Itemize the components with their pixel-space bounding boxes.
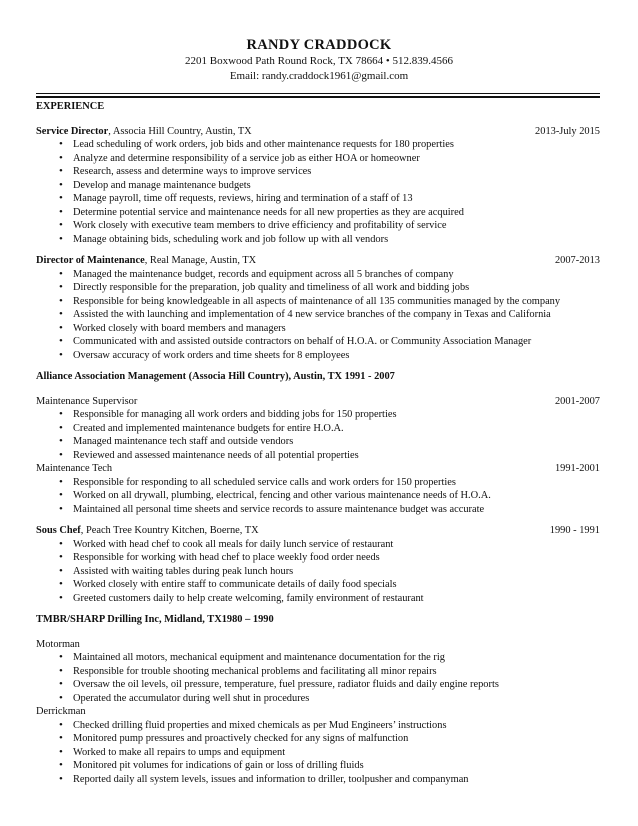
list-item: • Assisted with waiting tables during peak lunch hours (36, 565, 600, 579)
job-sous-chef (36, 524, 600, 538)
list-item: • Analyze and determine responsibility of a service job as either HOA or homeowner (36, 152, 600, 166)
job-org: , Associa Hill Country, Austin, TX (108, 125, 252, 137)
bullet-list (36, 719, 600, 787)
job-derrickman (36, 705, 600, 719)
list-item: • Develop and manage maintenance budgets (36, 179, 600, 193)
list-item: • Reported daily all system levels, issues and information to driller, toolpusher and companyman (36, 773, 600, 787)
list-item: • Oversaw the oil levels, oil pressure, temperature, fuel pressure, radiator fluids and daily engine reports (36, 678, 600, 692)
list-item: • Responsible for being knowledgeable in all aspects of maintenance of all 135 communities managed by the company (36, 295, 600, 309)
list-item: • Created and implemented maintenance budgets for entire H.O.A. (36, 422, 600, 436)
list-item: • Checked drilling fluid properties and mixed chemicals as per Mud Engineers’ instructions (36, 719, 600, 733)
list-item: • Maintained all motors, mechanical equipment and maintenance documentation for the rig (36, 651, 600, 665)
list-item: • Manage payroll, time off requests, reviews, hiring and termination of a staff of 13 (36, 192, 600, 206)
job-title: Maintenance Supervisor (36, 395, 138, 407)
list-item: • Maintained all personal time sheets and service records to assure maintenance budget was accurate (36, 503, 600, 517)
list-item: • Monitored pit volumes for indications of gain or loss of drilling fluids (36, 759, 600, 773)
list-item: • Responsible for managing all work orders and bidding jobs for 150 properties (36, 408, 600, 422)
bullet-list (36, 138, 600, 246)
job-title-line (36, 524, 259, 538)
address-phone-line: 2201 Boxwood Path Round Rock, TX 78664 • 512.839.4566 (185, 55, 453, 67)
resume-header (0, 36, 638, 84)
list-item: • Directly responsible for the preparation, job quality and timeliness of all work and bidding jobs (36, 281, 600, 295)
list-item: • Worked on all drywall, plumbing, electrical, fencing and other various maintenance needs of H.O.A. (36, 489, 600, 503)
list-item: • Monitored pump pressures and proactively checked for any signs of malfunction (36, 732, 600, 746)
bullet-list (36, 268, 600, 363)
job-title: Motorman (36, 638, 80, 650)
job-title: Director of Maintenance (36, 255, 145, 266)
list-item: • Lead scheduling of work orders, job bids and other maintenance requests for 180 properties (36, 138, 600, 152)
bullet-list (36, 651, 600, 705)
list-item: • Research, assess and determine ways to improve services (36, 165, 600, 179)
list-item: • Worked to make all repairs to umps and equipment (36, 746, 600, 760)
job-dates: 1990 - 1991 (549, 525, 600, 536)
job-dates: 2007-2013 (554, 255, 600, 266)
job-org: , Real Manage, Austin, TX (144, 255, 257, 266)
list-item: • Worked closely with board members and managers (36, 322, 600, 336)
job-title: Derrickman (36, 706, 86, 717)
bullet-list (36, 538, 600, 606)
list-item: • Assisted the with launching and implementation of 4 new service branches of the company in Texas and California (36, 308, 600, 322)
list-item: • Greeted customers daily to help create welcoming, family environment of restaurant (36, 592, 600, 606)
list-item: • Worked with head chef to cook all meals for daily lunch service of restaurant (36, 538, 600, 552)
job-motorman (36, 638, 600, 652)
list-item: • Worked closely with entire staff to communicate details of daily food specials (36, 578, 600, 592)
list-item: • Managed the maintenance budget, records and equipment across all 5 branches of company (36, 268, 600, 282)
job-dates: 2001-2007 (554, 395, 600, 407)
bullet-list (36, 408, 600, 462)
job-maintenance-supervisor (36, 395, 600, 409)
job-service-director (36, 125, 600, 139)
job-dates: 2013-July 2015 (535, 125, 600, 137)
candidate-name: RANDY CRADDOCK (246, 37, 392, 53)
job-dates: 1991-2001 (554, 463, 600, 474)
list-item: • Responsible for responding to all scheduled service calls and work orders for 150 properties (36, 476, 600, 490)
email-line: Email: randy.craddock1961@gmail.com (229, 70, 409, 82)
list-item: • Reviewed and assessed maintenance needs of all potential properties (36, 449, 600, 463)
list-item: • Managed maintenance tech staff and outside vendors (36, 435, 600, 449)
employer-heading-tmbr: TMBR/SHARP Drilling Inc, Midland, TX1980 – 1990 (36, 614, 274, 625)
list-item: • Oversaw accuracy of work orders and time sheets for 8 employees (36, 349, 600, 363)
job-title: Maintenance Tech (36, 463, 113, 474)
job-title-line (36, 125, 252, 139)
list-item: • Responsible for trouble shooting mechanical problems and facilitating all minor repairs (36, 665, 600, 679)
list-item: • Manage obtaining bids, scheduling work and job follow up with all vendors (36, 233, 600, 247)
job-director-maintenance (36, 254, 600, 268)
job-title: Service Director (36, 125, 109, 137)
list-item: • Communicated with and assisted outside contractors on behalf of H.O.A. or Community Association Manager (36, 335, 600, 349)
experience-heading: EXPERIENCE (36, 101, 105, 112)
bullet-list (36, 476, 600, 517)
employer-heading-alliance: Alliance Association Management (Associa Hill Country), Austin, TX 1991 - 2007 (36, 371, 395, 382)
list-item: • Work closely with executive team members to drive efficiency and profitability of service (36, 219, 600, 233)
list-item: • Responsible for working with head chef to place weekly food order needs (36, 551, 600, 565)
list-item: • Determine potential service and maintenance needs for all new properties as they are acquired (36, 206, 600, 220)
header-divider-thin (36, 93, 600, 94)
job-org: , Peach Tree Kountry Kitchen, Boerne, TX (80, 525, 259, 536)
list-item: • Operated the accumulator during well shut in procedures (36, 692, 600, 706)
job-title: Sous Chef (36, 525, 81, 536)
experience-section (36, 100, 600, 786)
header-divider-thick (36, 96, 600, 99)
job-title-line (36, 254, 256, 268)
job-maintenance-tech (36, 462, 600, 476)
